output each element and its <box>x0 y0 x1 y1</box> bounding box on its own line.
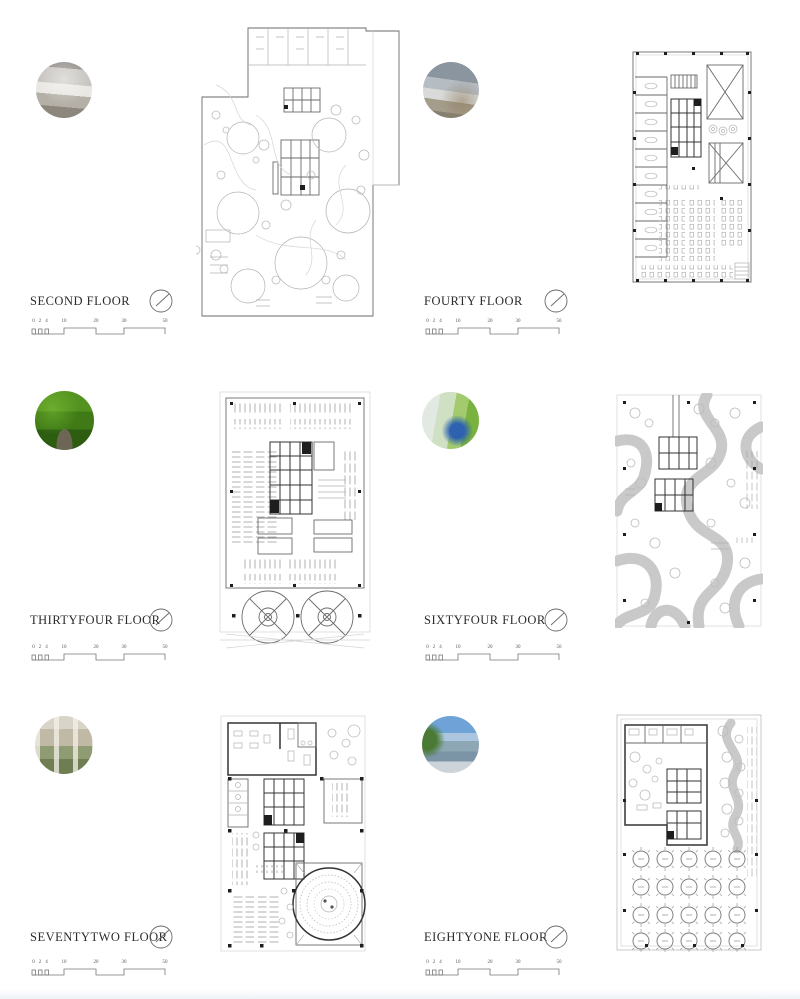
landscape-path-plan <box>615 393 763 628</box>
scale-tick: 10 <box>455 645 461 650</box>
round-tables <box>632 847 746 952</box>
scale-bar <box>30 641 170 665</box>
scale-tick: 0 <box>426 645 429 650</box>
scale-tick: 50 <box>556 960 562 965</box>
auditorium-floor-plan <box>220 715 366 952</box>
scale-tick: 30 <box>515 645 521 650</box>
scale-bar <box>30 956 170 980</box>
scale-tick: 10 <box>61 960 67 965</box>
north-arrow-icon <box>543 924 569 950</box>
north-arrow-icon <box>543 288 569 314</box>
scale-bar <box>30 315 170 339</box>
floor-label: FOURTY FLOOR <box>424 294 523 308</box>
scale-tick: 20 <box>487 645 493 650</box>
scale-tick: 30 <box>121 645 127 650</box>
water-basin-photo <box>422 716 479 773</box>
floor-label: SIXTYFOUR FLOOR <box>424 613 546 627</box>
north-arrow-icon <box>148 607 174 633</box>
scale-tick: 4 <box>439 319 442 324</box>
scale-tick: 2 <box>432 319 436 324</box>
scale-tick: 50 <box>162 960 168 965</box>
scale-tick: 50 <box>556 319 562 324</box>
scale-tick: 20 <box>93 319 99 324</box>
planted-courtyard-photo <box>35 716 93 774</box>
scale-tick: 10 <box>61 645 67 650</box>
scale-tick: 30 <box>515 960 521 965</box>
scale-tick: 0 <box>426 319 429 324</box>
lobby-interior-photo <box>36 62 92 118</box>
scale-tick: 50 <box>162 645 168 650</box>
scale-tick: 50 <box>162 319 168 324</box>
scale-tick: 4 <box>45 960 48 965</box>
north-arrow-icon <box>148 924 174 950</box>
scale-tick: 0 <box>32 960 35 965</box>
scale-tick: 0 <box>32 645 35 650</box>
floor-label: SEVENTYTWO FLOOR <box>30 930 168 944</box>
scale-tick: 0 <box>426 960 429 965</box>
scale-tick: 20 <box>487 319 493 324</box>
floor-label: THIRTYFOUR FLOOR <box>30 613 161 627</box>
forest-path-photo <box>35 391 94 450</box>
scale-tick: 20 <box>487 960 493 965</box>
floor-label: SECOND FLOOR <box>30 294 131 308</box>
scale-tick: 2 <box>432 960 436 965</box>
restaurant-floor-plan <box>615 713 763 952</box>
office-floor-plan <box>625 47 757 288</box>
scale-tick: 0 <box>32 319 35 324</box>
scale-tick: 30 <box>121 319 127 324</box>
vertical-farm-photo <box>422 392 479 449</box>
organic-garden-plan <box>196 25 401 318</box>
scale-tick: 10 <box>455 960 461 965</box>
scale-tick: 50 <box>556 645 562 650</box>
scale-bar <box>424 315 564 339</box>
scale-tick: 4 <box>439 960 442 965</box>
scale-bar <box>424 956 564 980</box>
scale-tick: 4 <box>45 319 48 324</box>
north-arrow-icon <box>543 607 569 633</box>
scale-tick: 2 <box>38 319 42 324</box>
north-arrow-icon <box>148 288 174 314</box>
scale-tick: 10 <box>455 319 461 324</box>
scale-bar <box>424 641 564 665</box>
open-office-interior-photo <box>423 62 479 118</box>
scale-tick: 2 <box>432 645 436 650</box>
scale-tick: 2 <box>38 645 42 650</box>
library-stacks-plan <box>218 390 372 652</box>
scale-tick: 2 <box>38 960 42 965</box>
scale-tick: 20 <box>93 645 99 650</box>
scale-tick: 10 <box>61 319 67 324</box>
scale-tick: 30 <box>121 960 127 965</box>
scale-tick: 4 <box>45 645 48 650</box>
floor-label: EIGHTYONE FLOOR <box>424 930 548 944</box>
scale-tick: 20 <box>93 960 99 965</box>
scale-tick: 30 <box>515 319 521 324</box>
sheet-bottom-tint <box>0 989 800 999</box>
scale-tick: 4 <box>439 645 442 650</box>
